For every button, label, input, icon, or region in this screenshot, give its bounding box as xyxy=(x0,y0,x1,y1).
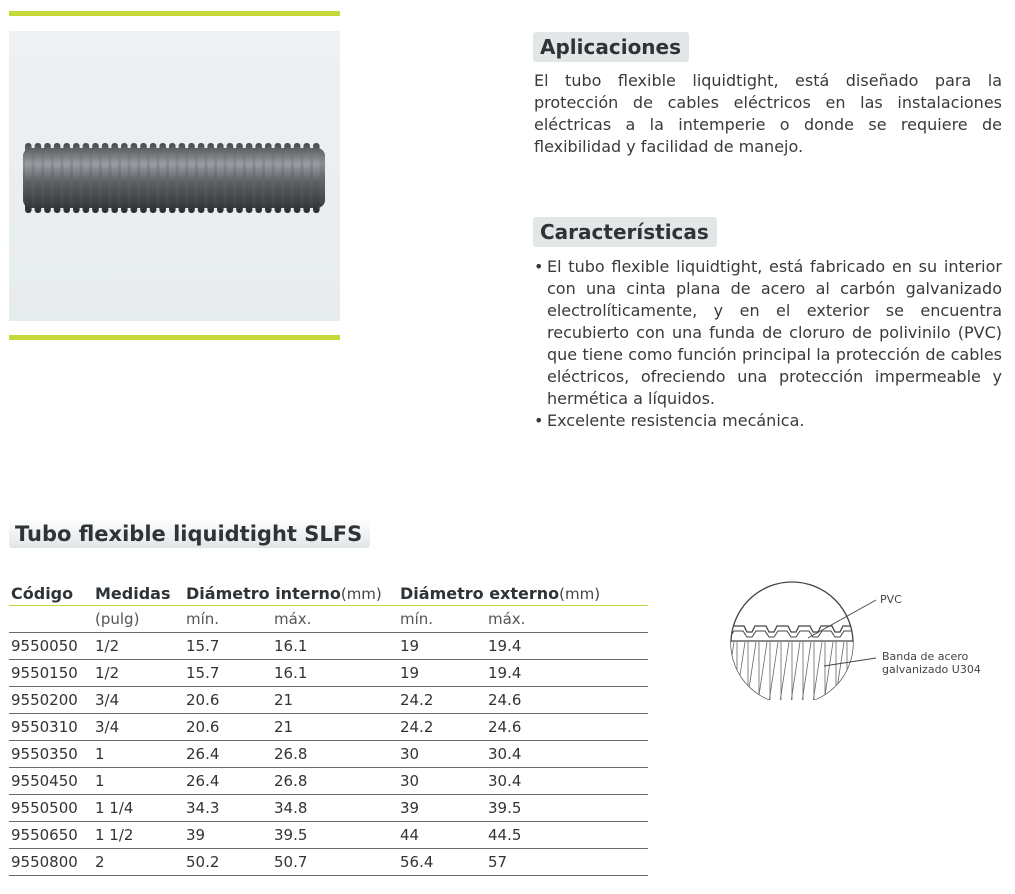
table-header-row xyxy=(9,582,648,606)
header-diametro-externo-unit: (mm) xyxy=(559,585,601,603)
cell-ext-max: 57 xyxy=(488,853,508,871)
cell-medidas: 1 xyxy=(95,772,105,790)
cell-medidas: 2 xyxy=(95,853,105,871)
table-subheader-row xyxy=(9,606,648,633)
cell-medidas: 1 1/4 xyxy=(95,799,134,817)
cell-int-min: 20.6 xyxy=(186,718,220,736)
subheader-pulg: (pulg) xyxy=(95,610,140,628)
cell-ext-max: 30.4 xyxy=(488,745,522,763)
header-diametro-interno-unit: (mm) xyxy=(340,585,382,603)
header-codigo: Código xyxy=(11,584,74,603)
cell-codigo: 9550200 xyxy=(11,691,78,709)
cell-int-min: 15.7 xyxy=(186,664,220,682)
subheader-int-min: mín. xyxy=(186,610,220,628)
subheader-int-max: máx. xyxy=(274,610,312,628)
cell-ext-max: 44.5 xyxy=(488,826,522,844)
table-row xyxy=(9,849,648,876)
spec-table xyxy=(9,582,648,876)
table-row xyxy=(9,768,648,795)
table-body xyxy=(9,633,648,876)
cell-medidas: 1/2 xyxy=(95,664,120,682)
cell-codigo: 9550310 xyxy=(11,718,78,736)
cell-int-min: 20.6 xyxy=(186,691,220,709)
cell-int-max: 34.8 xyxy=(274,799,308,817)
list-item xyxy=(534,256,1002,410)
cell-int-max: 26.8 xyxy=(274,772,308,790)
cell-int-min: 26.4 xyxy=(186,772,220,790)
cell-int-max: 50.7 xyxy=(274,853,308,871)
cell-int-min: 34.3 xyxy=(186,799,220,817)
cell-codigo: 9550050 xyxy=(11,637,78,655)
cell-ext-min: 19 xyxy=(400,664,420,682)
table-row xyxy=(9,714,648,741)
product-photo xyxy=(9,31,340,321)
cell-codigo: 9550350 xyxy=(11,745,78,763)
bullet-icon: • xyxy=(534,257,544,276)
cell-ext-max: 39.5 xyxy=(488,799,522,817)
cell-ext-min: 44 xyxy=(400,826,420,844)
list-item-text: El tubo flexible liquidtight, está fabricado en su interior con una cinta plana de acero al carbón galvanizado electrolíticamente, y en el exterior se encuentra recubierto con una funda de cloruro de polivinilo (PVC) que tiene como función principal la protección de cables eléctricos, ofreciendo una protección impermeable y hermética a líquidos. xyxy=(547,257,1002,408)
cell-int-max: 21 xyxy=(274,691,294,709)
cross-section-diagram xyxy=(728,580,981,704)
cell-medidas: 1 1/2 xyxy=(95,826,134,844)
header-medidas: Medidas xyxy=(95,584,171,603)
cell-codigo: 9550650 xyxy=(11,826,78,844)
cell-int-min: 50.2 xyxy=(186,853,220,871)
diagram-label-banda-1: Banda de acero xyxy=(882,650,969,663)
cell-codigo: 9550800 xyxy=(11,853,78,871)
cell-ext-min: 30 xyxy=(400,772,420,790)
cell-ext-min: 39 xyxy=(400,799,420,817)
aplicaciones-heading: Aplicaciones xyxy=(533,32,689,62)
table-row xyxy=(9,633,648,660)
table-row xyxy=(9,660,648,687)
cell-ext-min: 56.4 xyxy=(400,853,434,871)
bullet-icon: • xyxy=(534,411,544,430)
cell-ext-min: 19 xyxy=(400,637,420,655)
top-accent-bar xyxy=(9,11,340,16)
table-row xyxy=(9,795,648,822)
cell-ext-max: 19.4 xyxy=(488,664,522,682)
cell-int-max: 16.1 xyxy=(274,664,308,682)
cell-int-max: 21 xyxy=(274,718,294,736)
cell-medidas: 3/4 xyxy=(95,691,120,709)
diagram-label-pvc: PVC xyxy=(880,593,902,606)
cell-medidas: 1 xyxy=(95,745,105,763)
flexible-conduit-image xyxy=(9,31,340,321)
list-item-text: Excelente resistencia mecánica. xyxy=(547,411,805,430)
diagram-label-banda-2: galvanizado U304 xyxy=(882,663,981,676)
subheader-ext-max: máx. xyxy=(488,610,526,628)
cell-int-min: 15.7 xyxy=(186,637,220,655)
caracteristicas-heading: Características xyxy=(533,217,717,247)
cell-int-min: 26.4 xyxy=(186,745,220,763)
cell-ext-max: 24.6 xyxy=(488,718,522,736)
cell-ext-max: 30.4 xyxy=(488,772,522,790)
table-title: Tubo flexible liquidtight SLFS xyxy=(9,518,370,548)
caracteristicas-list xyxy=(534,256,1002,432)
bottom-accent-bar xyxy=(9,335,340,340)
cell-ext-min: 30 xyxy=(400,745,420,763)
cell-int-max: 26.8 xyxy=(274,745,308,763)
conduit-cross-section-icon xyxy=(728,580,888,700)
header-diametro-interno xyxy=(186,582,382,606)
cell-ext-max: 24.6 xyxy=(488,691,522,709)
cell-int-min: 39 xyxy=(186,826,206,844)
list-item xyxy=(534,410,1002,432)
cell-medidas: 1/2 xyxy=(95,637,120,655)
subheader-ext-min: mín. xyxy=(400,610,434,628)
cell-int-max: 16.1 xyxy=(274,637,308,655)
cell-codigo: 9550150 xyxy=(11,664,78,682)
cell-codigo: 9550500 xyxy=(11,799,78,817)
cell-codigo: 9550450 xyxy=(11,772,78,790)
cell-ext-max: 19.4 xyxy=(488,637,522,655)
cell-int-max: 39.5 xyxy=(274,826,308,844)
table-row xyxy=(9,822,648,849)
table-row xyxy=(9,687,648,714)
cell-ext-min: 24.2 xyxy=(400,691,434,709)
cell-medidas: 3/4 xyxy=(95,718,120,736)
table-row xyxy=(9,741,648,768)
aplicaciones-text: El tubo flexible liquidtight, está diseñado para la protección de cables eléctricos en las instalaciones eléctricas a la intemperie o donde se requiere de flexibilidad y facilidad de manejo. xyxy=(534,71,1002,156)
header-diametro-externo-label: Diámetro externo xyxy=(400,584,560,603)
header-diametro-externo xyxy=(400,582,600,606)
cell-ext-min: 24.2 xyxy=(400,718,434,736)
header-diametro-interno-label: Diámetro interno xyxy=(186,584,341,603)
